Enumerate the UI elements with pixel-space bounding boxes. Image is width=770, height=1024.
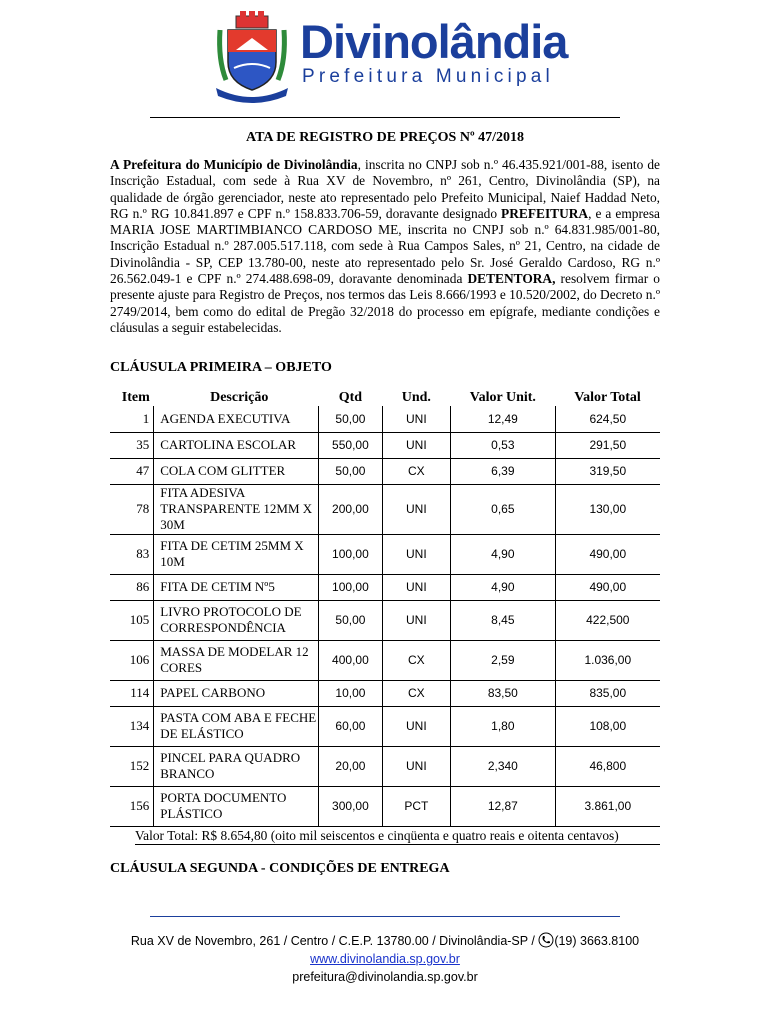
- cell-und: CX: [382, 458, 451, 484]
- cell-total-value: 1.036,00: [555, 640, 660, 680]
- cell-item: 134: [110, 706, 154, 746]
- col-qtd-header: Qtd: [338, 390, 363, 405]
- cell-qtd: 100,00: [319, 534, 382, 574]
- intro-text-2: , e a empresa MARIA JOSE MARTIMBIANCO CARDOSO ME, inscrita no CNPJ sob n.º 64.831.985/001-80, Inscrição Estadual n.º 287.005.517.118, com sede à Rua Campos Sales, nº 21, Centro, na cidade de Divinolândia - SP, CEP 13.780-00, neste ato representado pelo Sr. José Geraldo Cardoso, RG n.º 26.562.049-1 e CPF n.º 274.488.698-09, doravante denominada: [110, 205, 660, 287]
- cell-item: 152: [110, 746, 154, 786]
- cell-description: PASTA COM ABA E FECHE DE ELÁSTICO: [154, 706, 319, 746]
- brand-subtitle: Prefeitura Municipal: [302, 66, 554, 87]
- cell-qtd: 50,00: [319, 458, 382, 484]
- cell-und: CX: [382, 680, 451, 706]
- cell-total-value: 108,00: [555, 706, 660, 746]
- cell-description: PAPEL CARBONO: [154, 680, 319, 706]
- cell-total-value: 624,50: [555, 406, 660, 432]
- cell-und: UNI: [382, 574, 451, 600]
- letterhead: [0, 0, 770, 110]
- cell-total-value: 3.861,00: [555, 786, 660, 826]
- footer: [0, 932, 770, 986]
- intro-text-1: , inscrita no CNPJ sob n.º 46.435.921/001-88, isento de Inscrição Estadual, com sede à Rua XV de Novembro, nº 261, Centro, Divinolândia (SP), na qualidade de órgão gerenciador, neste ato representado pelo Prefeito Municipal, Naief Haddad Neto, RG n.º RG 10.841.897 e CPF n.º 158.833.706-59, doravante designado: [110, 157, 660, 221]
- cell-description: FITA DE CETIM Nº5: [154, 574, 319, 600]
- cell-description: PORTA DOCUMENTO PLÁSTICO: [154, 786, 319, 826]
- cell-und: UNI: [382, 406, 451, 432]
- footer-divider: [150, 916, 620, 917]
- table-row: [110, 786, 660, 826]
- table-row: [110, 534, 660, 574]
- clause-2-title: CLÁUSULA SEGUNDA - CONDIÇÕES DE ENTREGA: [110, 861, 450, 876]
- cell-unit-value: 83,50: [451, 680, 555, 706]
- cell-total-value: 46,800: [555, 746, 660, 786]
- table-row: [110, 600, 660, 640]
- cell-und: CX: [382, 640, 451, 680]
- clause-1-title: CLÁUSULA PRIMEIRA – OBJETO: [110, 360, 332, 375]
- items-table: [110, 390, 660, 827]
- table-row: [110, 484, 660, 534]
- cell-total-value: 291,50: [555, 432, 660, 458]
- cell-qtd: 60,00: [319, 706, 382, 746]
- cell-qtd: 300,00: [319, 786, 382, 826]
- cell-description: LIVRO PROTOCOLO DE CORRESPONDÊNCIA: [154, 600, 319, 640]
- cell-item: 78: [110, 484, 154, 534]
- cell-total-value: 422,500: [555, 600, 660, 640]
- table-row: [110, 574, 660, 600]
- footer-website-link[interactable]: www.divinolandia.sp.gov.br: [310, 952, 460, 966]
- col-und-header: Und.: [401, 390, 431, 405]
- cell-description: MASSA DE MODELAR 12 CORES: [154, 640, 319, 680]
- col-unit-value-header: Valor Unit.: [469, 390, 536, 405]
- municipal-crest-icon: [206, 10, 298, 106]
- cell-und: UNI: [382, 534, 451, 574]
- cell-item: 105: [110, 600, 154, 640]
- table-total: Valor Total: R$ 8.654,80 (oito mil seiscentos e cinqüenta e quatro reais e oitenta centavos): [135, 828, 660, 845]
- table-header-row: [110, 390, 660, 406]
- cell-und: UNI: [382, 432, 451, 458]
- cell-qtd: 50,00: [319, 406, 382, 432]
- cell-qtd: 200,00: [319, 484, 382, 534]
- table-row: [110, 746, 660, 786]
- footer-email: prefeitura@divinolandia.sp.gov.br: [292, 970, 478, 984]
- cell-und: UNI: [382, 746, 451, 786]
- intro-paragraph: [110, 157, 660, 336]
- cell-unit-value: 0,65: [451, 484, 555, 534]
- cell-total-value: 319,50: [555, 458, 660, 484]
- cell-description: PINCEL PARA QUADRO BRANCO: [154, 746, 319, 786]
- cell-und: UNI: [382, 600, 451, 640]
- table-row: [110, 458, 660, 484]
- intro-bold-3: DETENTORA,: [467, 271, 556, 287]
- phone-icon: [538, 932, 554, 948]
- cell-item: 156: [110, 786, 154, 826]
- cell-unit-value: 2,59: [451, 640, 555, 680]
- cell-total-value: 835,00: [555, 680, 660, 706]
- cell-qtd: 550,00: [319, 432, 382, 458]
- cell-unit-value: 12,49: [451, 406, 555, 432]
- cell-total-value: 490,00: [555, 574, 660, 600]
- footer-phone: (19) 3663.8100: [554, 934, 640, 948]
- cell-description: CARTOLINA ESCOLAR: [154, 432, 319, 458]
- cell-item: 35: [110, 432, 154, 458]
- table-row: [110, 640, 660, 680]
- cell-qtd: 400,00: [319, 640, 382, 680]
- brand-name: Divinolândia: [300, 15, 568, 68]
- cell-unit-value: 12,87: [451, 786, 555, 826]
- document-title: ATA DE REGISTRO DE PREÇOS Nº 47/2018: [246, 130, 524, 145]
- cell-item: 86: [110, 574, 154, 600]
- cell-item: 83: [110, 534, 154, 574]
- footer-address-line: [0, 932, 770, 950]
- cell-description: AGENDA EXECUTIVA: [154, 406, 319, 432]
- cell-unit-value: 0,53: [451, 432, 555, 458]
- intro-bold-1: A Prefeitura do Município de Divinolândia: [110, 157, 358, 172]
- cell-description: FITA ADESIVA TRANSPARENTE 12MM X 30M: [154, 484, 319, 534]
- cell-qtd: 50,00: [319, 600, 382, 640]
- cell-und: UNI: [382, 484, 451, 534]
- cell-unit-value: 6,39: [451, 458, 555, 484]
- cell-und: PCT: [382, 786, 451, 826]
- header-divider: [150, 117, 620, 118]
- table-body: [110, 406, 660, 826]
- footer-address: Rua XV de Novembro, 261 / Centro / C.E.P. 13780.00 / Divinolândia-SP /: [130, 934, 535, 948]
- cell-total-value: 130,00: [555, 484, 660, 534]
- cell-description: FITA DE CETIM 25MM X 10M: [154, 534, 319, 574]
- table-row: [110, 432, 660, 458]
- cell-qtd: 10,00: [319, 680, 382, 706]
- intro-bold-2: PREFEITURA: [501, 205, 589, 221]
- cell-item: 1: [110, 406, 154, 432]
- cell-unit-value: 2,340: [451, 746, 555, 786]
- cell-item: 47: [110, 458, 154, 484]
- cell-qtd: 100,00: [319, 574, 382, 600]
- cell-unit-value: 1,80: [451, 706, 555, 746]
- cell-unit-value: 4,90: [451, 574, 555, 600]
- table-row: [110, 680, 660, 706]
- cell-und: UNI: [382, 706, 451, 746]
- table-row: [110, 706, 660, 746]
- cell-unit-value: 8,45: [451, 600, 555, 640]
- col-total-value-header: Valor Total: [574, 390, 641, 405]
- cell-unit-value: 4,90: [451, 534, 555, 574]
- intro-text-3: resolvem firmar o presente ajuste para Registro de Preços, nos termos das Leis 8.666/1993 e 10.520/2002, do Decreto n.º 2749/2014, bem como do edital de Pregão 32/2018 do processo em epígrafe, mediante condições e cláusulas a seguir estabelecidas.: [110, 271, 660, 335]
- table-row: [110, 406, 660, 432]
- cell-item: 114: [110, 680, 154, 706]
- cell-description: COLA COM GLITTER: [154, 458, 319, 484]
- cell-qtd: 20,00: [319, 746, 382, 786]
- col-item-header: Item: [121, 390, 150, 405]
- cell-total-value: 490,00: [555, 534, 660, 574]
- cell-item: 106: [110, 640, 154, 680]
- col-desc-header: Descrição: [210, 390, 269, 405]
